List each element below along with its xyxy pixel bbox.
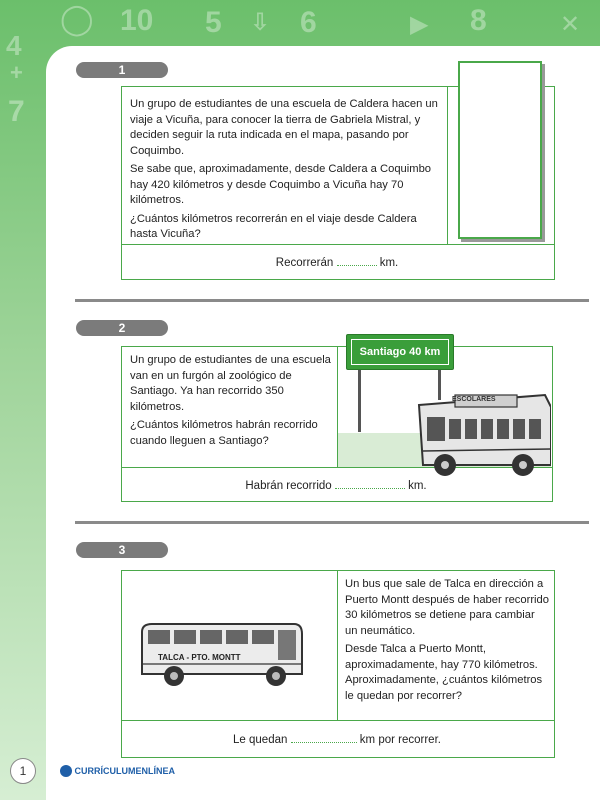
decorative-number: 8 [470, 4, 487, 37]
decorative-number: 7 [8, 95, 25, 128]
curriculum-logo [60, 765, 175, 777]
problem-paragraph: Un bus que sale de Talca en dirección a Puerto Montt después de haber recorrido 30 kilómetros se detiene para cambiar un neumático. [345, 578, 549, 637]
bus-label: TALCA - PTO. MONTT [158, 653, 241, 662]
answer-divider [121, 720, 555, 721]
sign-post [358, 360, 361, 432]
section-divider [75, 521, 589, 524]
problem-number-pill: 2 [76, 320, 168, 336]
road-sign [346, 334, 454, 370]
bus-label: ESCOLARES [452, 396, 496, 403]
decorative-arrow-icon: ⇩ [250, 9, 271, 36]
decorative-number: 6 [300, 6, 317, 39]
page-number: 1 [10, 758, 36, 784]
road-sign-text: Santiago 40 km [351, 339, 449, 365]
problem-1-text [130, 97, 442, 246]
problem-number-pill: 3 [76, 542, 168, 558]
answer-suffix: km. [379, 257, 399, 269]
problem-paragraph: ¿Cuántos kilómetros recorrerán en el viaje desde Caldera hasta Vicuña? [130, 212, 417, 240]
problem-1-answer [121, 255, 553, 269]
problem-2-text [130, 353, 333, 452]
problem-3-text [345, 577, 550, 707]
problem-paragraph: ¿Cuántos kilómetros habrán recorrido cuando lleguen a Santiago? [130, 419, 318, 447]
problem-number-pill: 1 [76, 62, 168, 78]
decorative-plus: + [10, 60, 23, 85]
decorative-number: 4 [6, 30, 22, 61]
problem-paragraph: Un grupo de estudiantes de una escuela de Caldera hacen un viaje a Vicuña, para conocer la tierra de Gabriela Mistral, y deciden seguir la ruta indicada en el mapa, pasando por Coquimbo. [130, 98, 438, 157]
decorative-triangle-icon: ▶ [410, 11, 429, 38]
problem-paragraph: Un grupo de estudiantes de una escuela van en un furgón al zoológico de Santiago. Ya han recorrido 350 kilómetros. [130, 354, 331, 413]
problem-2-answer [121, 478, 551, 492]
image-divider [337, 570, 338, 720]
problem-3-answer [121, 732, 553, 746]
section-divider [75, 299, 589, 302]
map-frame [458, 61, 542, 239]
decorative-cross-icon: ✕ [560, 11, 581, 38]
answer-blank[interactable] [335, 478, 405, 489]
map-divider [447, 86, 448, 244]
decorative-circle-icon: ◯ [60, 3, 94, 36]
answer-prefix: Le quedan [233, 734, 288, 746]
answer-prefix: Recorrerán [275, 257, 334, 269]
answer-blank[interactable] [337, 255, 377, 266]
answer-blank[interactable] [291, 732, 357, 743]
problem-paragraph: Se sabe que, aproximadamente, desde Caldera a Coquimbo hay 420 kilómetros y desde Coquimbo a Vicuña hay 70 kilómetros. [130, 163, 432, 206]
problem-paragraph: Desde Talca a Puerto Montt, aproximadamente, hay 770 kilómetros. Aproximadamente, ¿cuántos kilómetros le quedan por recorrer? [345, 643, 543, 702]
logo-text: CURRÍCULUMENLÍNEA [74, 766, 176, 776]
answer-prefix: Habrán recorrido [245, 480, 332, 492]
logo-icon [60, 765, 72, 777]
answer-suffix: km. [408, 480, 427, 492]
answer-suffix: km por recorrer. [359, 734, 441, 746]
decorative-number: 10 [120, 4, 154, 37]
decorative-number: 5 [205, 6, 222, 39]
